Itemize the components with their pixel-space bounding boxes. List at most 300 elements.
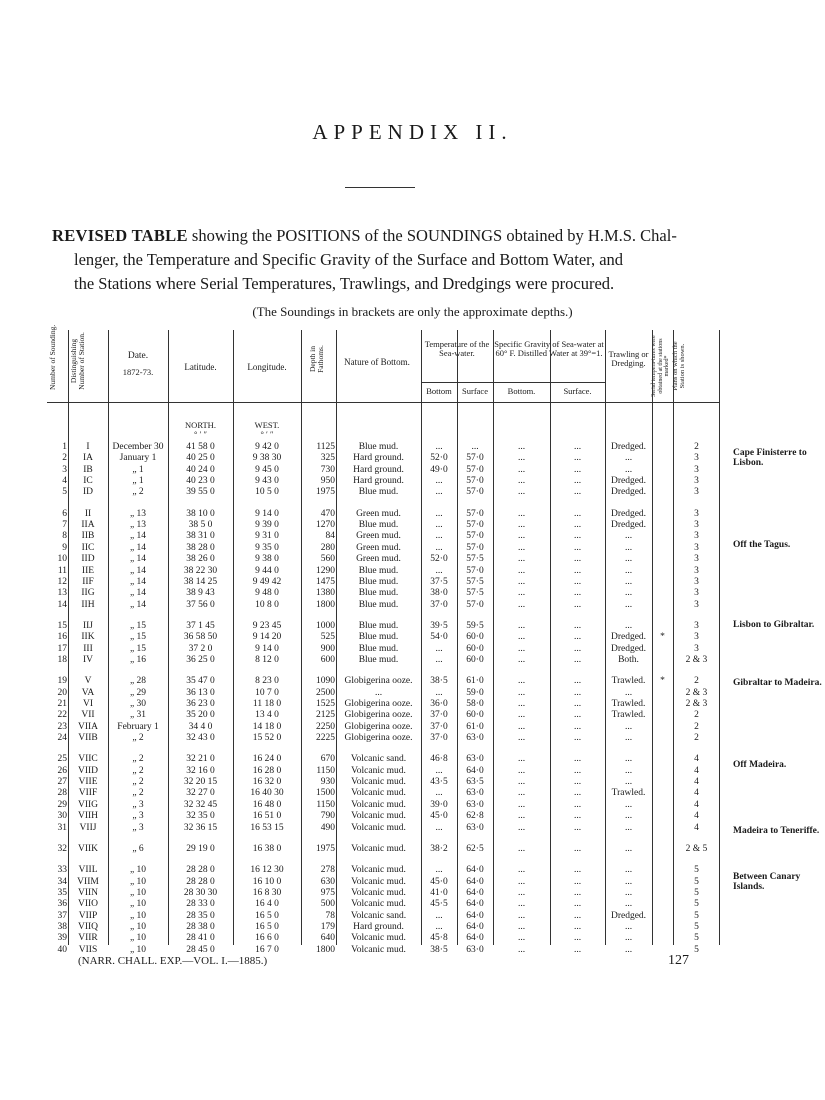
table-cell: 16 12 30 [250,865,284,876]
table-cell: „ 2 [132,765,144,776]
page-number: 127 [668,953,689,968]
table-cell: ... [573,576,582,587]
table-cell: ... [624,811,633,822]
table-cell: ... [624,599,633,610]
table-cell: 16 5 0 [255,910,279,921]
table-cell: 60·0 [466,632,484,643]
table-cell: „ 16 [129,654,147,665]
table-cell: 26 [57,765,67,776]
table-cell: 8 12 0 [255,654,279,665]
table-cell: „ 10 [129,910,147,921]
table-cell: 37 56 0 [186,599,215,610]
table-cell: „ 13 [129,520,147,531]
table-cell: ... [435,865,443,876]
table-cell: 490 [320,822,335,833]
table-cell: 64·0 [466,876,484,887]
table-cell: ... [517,676,526,687]
table-cell: IV [82,654,94,665]
table-cell: ... [517,944,526,955]
table-cell: 43·5 [430,777,448,788]
table-cell: 278 [320,865,335,876]
table-cell: 29 [57,799,67,810]
table-cell: Hard ground. [353,464,404,475]
table-cell: 3 [694,565,699,576]
table-cell: 1475 [316,576,335,587]
table-cell: 1975 [316,843,335,854]
group-label-4: Gibraltar to Madeira. [733,678,822,688]
table-cell: 1800 [316,944,335,955]
table-cell: Dredged. [610,520,647,531]
table-cell: 14 18 0 [252,721,282,732]
table-cell: 45·5 [430,899,448,910]
table-cell: 2 [694,733,699,744]
table-cell: Volcanic mud. [351,876,406,887]
table-cell: 40 [57,944,67,955]
table-cell: 9 31 0 [255,531,279,542]
table-cell: ... [517,487,526,498]
table-cell: 600 [320,654,335,665]
table-cell: 57·0 [466,565,484,576]
table-cell: 470 [320,508,335,519]
table-cell: ... [517,910,526,921]
table-cell: 1800 [316,599,335,610]
table-cell: VIID [77,765,99,776]
table-cell: ... [517,453,526,464]
table-cell: ... [435,442,443,452]
group-label-2: Off the Tagus. [733,540,791,550]
table-cell: „ 14 [129,554,147,565]
table-cell: IA [82,453,94,464]
table-cell: ... [573,799,582,810]
table-cell: 28 [57,788,67,799]
table-cell: ... [517,710,526,721]
table-cell: 32 20 15 [183,777,218,788]
table-cell: 4 [694,822,699,833]
table-cell: ... [517,765,526,776]
table-cell: 900 [320,643,335,654]
table-cell: 4 [694,788,699,799]
header-plans: Plans on which the Station is shown. [672,341,686,391]
table-cell: 33 [57,865,67,876]
table-cell: 61·0 [466,721,484,732]
table-cell: 9 48 0 [255,588,279,599]
table-cell: 500 [320,899,335,910]
table-cell: 1000 [316,620,335,631]
table-cell: 28 38 0 [186,921,215,932]
table-cell: 16 [57,632,67,643]
table-cell: 64·0 [466,910,484,921]
table-cell: 29 19 0 [186,843,215,854]
header-grav-surface: Surface. [563,386,592,396]
table-cell: 2225 [316,733,335,744]
table-cell: 32 16 0 [186,765,215,776]
table-cell: Volcanic mud. [351,777,406,788]
table-cell: ... [573,599,582,610]
table-cell: ... [573,944,582,955]
table-cell: „ 1 [132,476,144,487]
table-cell: 9 14 0 [255,643,279,654]
table-cell: ... [573,508,582,519]
table-cell: VIIQ [77,921,99,932]
table-cell: ... [374,687,383,698]
header-number: Number of Sounding. [48,324,57,390]
table-cell: Blue mud. [358,576,399,587]
header-units-lon: ° ′ ″ [260,429,274,439]
table-cell: 19 [57,676,67,687]
table-cell: ... [624,921,633,932]
table-cell: VIIE [78,777,98,788]
table-cell: Both. [618,654,639,665]
table-cell: ... [573,876,582,887]
table-cell: ... [435,487,443,498]
table-cell: 3 [694,599,699,610]
table-cell: „ 1 [132,464,144,475]
table-cell: 2250 [316,721,335,732]
table-cell: ... [573,487,582,498]
table-cell: 40 23 0 [186,476,215,487]
table-cell: 38 5 0 [188,520,213,531]
table-cell: ... [435,687,443,698]
table-cell: ... [435,508,443,519]
table-cell: 37 [57,910,67,921]
table-cell: 57·0 [466,520,484,531]
table-cell: 1525 [316,699,335,709]
table-cell: 1380 [316,588,335,599]
table-cell: 2 & 3 [685,687,708,698]
table-cell: „ 13 [129,508,147,519]
table-cell: ... [517,811,526,822]
table-cell: 36 [57,899,67,910]
table-cell: 9 43 0 [255,476,279,487]
table-cell: ... [517,799,526,810]
table-cell: 25 [57,754,67,765]
table-cell: „ 10 [129,887,147,898]
caption-lead: REVISED TABLE [52,226,188,245]
table-cell: 3 [694,464,699,475]
table-cell: ... [517,542,526,553]
table-cell: 1500 [316,788,335,799]
table-cell: 16 28 0 [252,765,282,776]
group-label-7: Between Canary Islands. [733,872,801,892]
table-cell: „ 10 [129,933,147,944]
table-cell: 38 26 0 [186,554,215,565]
table-cell: 2125 [316,710,335,721]
table-cell: Volcanic sand. [350,754,407,765]
table-cell: ... [517,822,526,833]
table-cell: 37·0 [430,721,448,732]
table-cell: IIE [81,565,95,576]
table-cell: ... [517,588,526,599]
table-cell: 9 45 0 [255,464,279,475]
table-cell: 64·0 [466,921,484,932]
table-cell: 16 7 0 [255,944,279,955]
table-cell: 57·0 [466,542,484,553]
table-cell: 16 4 0 [255,899,279,910]
table-cell: 16 8 30 [252,887,282,898]
table-cell: ... [624,777,633,788]
table-cell: ... [435,520,443,531]
header-grav-bottom: Bottom. [507,386,536,396]
table-cell: * [660,676,665,687]
table-cell: ... [517,687,526,698]
table-cell: IIC [81,542,95,553]
table-cell: „ 6 [132,843,144,854]
table-cell: 63·0 [466,799,484,810]
header-gravity: Specific Gravity of Sea-water at 60° F. Distilled Water at 39°=1. [494,339,604,358]
table-cell: ... [624,721,633,732]
table-cell: Globigerina ooze. [344,699,413,709]
table-cell: 4 [694,765,699,776]
brackets-note: (The Soundings in brackets are only the approximate depths.) [252,304,573,319]
table-cell: ... [435,765,443,776]
table-cell: 13 [57,588,67,599]
table-cell: VA [81,687,95,698]
table-cell: ... [573,699,582,709]
table-cell: 2 & 5 [685,843,708,854]
table-cell: 2 [62,453,67,464]
table-cell: 36·0 [430,699,448,709]
group-label-3: Lisbon to Gibraltar. [733,620,815,630]
table-cell: Hard ground. [353,921,404,932]
table-cell: 38 22 30 [183,565,218,576]
table-cell: 32 32 45 [183,799,218,810]
table-cell: Dredged. [610,476,647,487]
table-cell: 8 [62,531,67,542]
table-cell: ... [471,442,479,452]
table-cell: 5 [694,910,699,921]
table-cell: ... [573,710,582,721]
table-cell: ... [435,822,443,833]
table-cell: ... [573,620,582,631]
table-cell: ... [517,632,526,643]
table-cell: ... [573,865,582,876]
table-cell: VIIG [77,799,99,810]
table-cell: 20 [57,687,67,698]
table-cell: Volcanic mud. [351,788,406,799]
table-cell: 34 4 0 [188,721,213,732]
table-cell: ... [573,910,582,921]
table-cell: 11 [57,565,67,576]
table-cell: VIIL [78,865,98,876]
table-cell: 30 [57,811,67,822]
table-cell: ... [573,843,582,854]
table-cell: 3 [694,554,699,565]
table-cell: 1975 [316,487,335,498]
table-cell: „ 14 [129,542,147,553]
table-cell: ... [517,464,526,475]
table-cell: ... [573,565,582,576]
table-cell: ... [517,531,526,542]
table-cell: ... [624,899,633,910]
table-cell: „ 2 [132,788,144,799]
table-cell: 38 28 0 [186,542,215,553]
table-cell: ... [624,933,633,944]
table-cell: 63·0 [466,754,484,765]
table-cell: Green mud. [356,531,401,542]
table-cell: ... [624,542,633,553]
table-cell: 730 [320,464,335,475]
table-cell: 1290 [316,565,335,576]
table-cell: IIH [81,599,95,610]
table-cell: 23 [57,721,67,732]
table-cell: 1150 [316,765,335,776]
table-cell: „ 10 [129,865,147,876]
header-temp-surface: Surface [462,386,488,396]
table-cell: 63·0 [466,822,484,833]
table-cell: ... [573,788,582,799]
table-cell: 57·0 [466,453,484,464]
table-cell: VIIC [78,754,98,765]
table-cell: ... [624,565,633,576]
table-cell: 36 58 50 [183,632,218,643]
table-cell: IIG [81,588,95,599]
header-depth: Depth in Fathoms. [308,345,325,373]
table-cell: 12 [57,576,67,587]
table-cell: 64·0 [466,865,484,876]
table-cell: 57·0 [466,599,484,610]
table-cell: December 30 [112,442,164,452]
table-cell: Volcanic mud. [351,811,406,822]
table-cell: 16 48 0 [252,799,282,810]
table-cell: 2 & 3 [685,699,708,709]
table-cell: VIIB [78,733,98,744]
table-cell: ... [517,876,526,887]
table-cell: 5 [694,899,699,910]
table-cell: VII [81,710,95,721]
table-cell: ... [435,565,443,576]
table-cell: II [84,508,92,519]
table-cell: IIK [81,632,95,643]
table-cell: 37·0 [430,710,448,721]
table-cell: „ 3 [132,811,144,822]
table-cell: 49·0 [430,464,448,475]
table-cell: ... [624,531,633,542]
table-cell: 9 39 0 [255,520,279,531]
table-cell: 38 9 43 [186,588,215,599]
table-cell: 790 [320,811,335,822]
table-cell: Green mud. [356,508,401,519]
table-cell: 28 35 0 [186,910,215,921]
table-cell: 32 36 15 [183,822,218,833]
table-cell: Trawled. [611,710,646,721]
table-cell: 61·0 [466,676,484,687]
table-cell: 1150 [316,799,335,810]
table-cell: January 1 [119,453,157,464]
table-cell: 57·0 [466,508,484,519]
table-cell: ... [573,676,582,687]
table-cell: 11 18 0 [252,699,282,709]
table-cell: 4 [694,799,699,810]
table-cell: VIIH [77,811,99,822]
table-cell: ... [517,721,526,732]
table-cell: 3 [694,542,699,553]
table-cell: 40 24 0 [186,464,215,475]
table-cell: 16 38 0 [252,843,282,854]
header-date-sub: 1872-73. [122,367,154,377]
table-cell: ... [624,876,633,887]
appendix-title: APPENDIX II. [312,120,513,144]
table-cell: 57·0 [466,464,484,475]
table-cell: ... [517,576,526,587]
table-cell: „ 3 [132,822,144,833]
table-cell: „ 14 [129,599,147,610]
table-cell: Hard ground. [353,476,404,487]
table-cell: VIIJ [79,822,97,833]
table-cell: Dredged. [610,910,647,921]
table-cell: 27 [57,777,67,788]
table-cell: 45·0 [430,811,448,822]
table-cell: ... [624,754,633,765]
table-cell: Blue mud. [358,588,399,599]
table-cell: 5 [694,921,699,932]
table-cell: ... [517,899,526,910]
table-cell: ... [435,542,443,553]
table-cell: 78 [325,910,335,921]
table-cell: 60·0 [466,643,484,654]
table-cell: 38·0 [430,588,448,599]
table-cell: ... [517,754,526,765]
table-cell: IC [83,476,93,487]
table-cell: „ 14 [129,588,147,599]
table-cell: 3 [62,464,67,475]
table-cell: 670 [320,754,335,765]
table-cell: 32 [57,843,67,854]
table-cell: Trawled. [611,699,646,709]
table-cell: ... [624,822,633,833]
table-cell: 325 [320,453,335,464]
table-cell: 1270 [316,520,335,531]
table-cell: Volcanic mud. [351,933,406,944]
table-cell: „ 14 [129,576,147,587]
header-bottom-rule [47,402,719,403]
table-cell: 4 [62,476,67,487]
table-cell: 3 [694,520,699,531]
table-cell: „ 10 [129,944,147,955]
table-cell: ... [435,910,443,921]
table-cell: 39 [57,933,67,944]
table-cell: 2 [694,710,699,721]
table-cell: Volcanic mud. [351,843,406,854]
table-cell: 40 25 0 [186,453,215,464]
header-latitude: Latitude. [184,362,217,372]
table-cell: 16 40 30 [250,788,284,799]
table-cell: Volcanic mud. [351,944,406,955]
table-cell: „ 10 [129,921,147,932]
table-cell: 38·5 [430,676,448,687]
header-date: Date. [127,351,149,361]
table-cell: ... [435,476,443,487]
table-cell: 16 10 0 [252,876,282,887]
table-cell: 62·5 [466,843,484,854]
table-cell: 5 [694,876,699,887]
table-cell: ... [624,733,633,744]
table-cell: „ 2 [132,777,144,788]
table-cell: ... [573,733,582,744]
table-cell: „ 2 [132,487,144,498]
table-cell: ... [573,654,582,665]
table-cell: ... [517,865,526,876]
table-cell: Volcanic mud. [351,887,406,898]
table-cell: 32 43 0 [186,733,215,744]
table-cell: 9 44 0 [255,565,279,576]
table-cell: 16 5 0 [255,921,279,932]
caption-line-1: showing the POSITIONS of the SOUNDINGS obtained by H.M.S. Chal- [187,226,677,245]
table-cell: „ 29 [129,687,147,698]
group-label-1: Cape Finisterre to Lisbon. [733,448,807,468]
table-cell: 10 5 0 [255,487,279,498]
table-cell: Blue mud. [358,654,399,665]
table-cell: 9 23 45 [252,620,282,631]
